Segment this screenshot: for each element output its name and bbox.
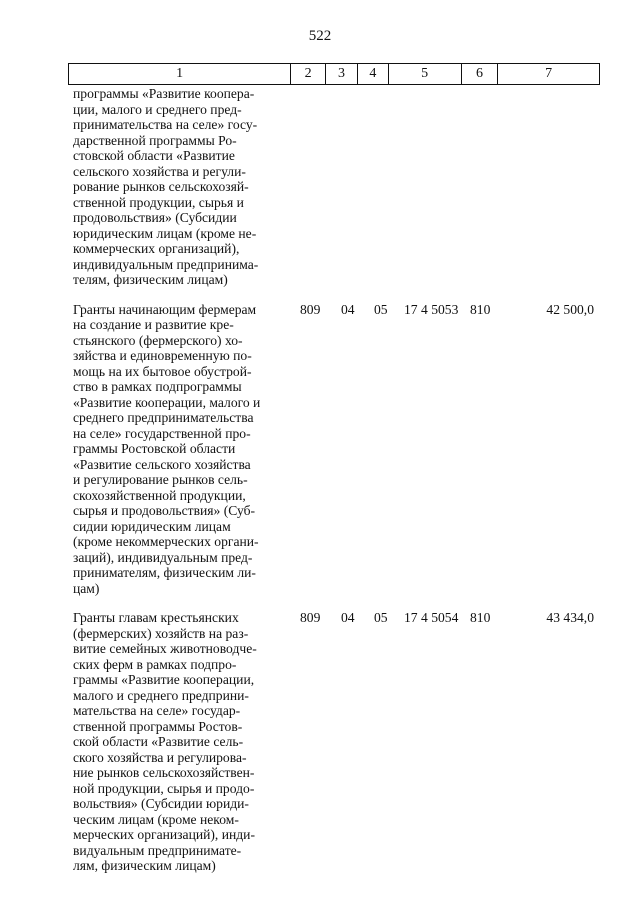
table-header-row [68,63,600,85]
row-expense-type: 810 [470,301,491,317]
row-ministry-code: 809 [300,610,321,625]
row-target-article: 17 4 5054 [404,610,459,625]
header-col-2: 2 [291,64,326,84]
budget-table [68,63,600,874]
row-description: Гранты главам крестьянских (фермерских) хозяйств на раз- витие семейных животноводче- ских ферм в рамках подпро- граммы «Развитие кооперации, малого и среднего предприни- мательства на селе» государ- ственной программы Ростов- ской области «Развитие сель- ского хозяйства и регулирова- ние рынков сельскохозяйствен- ной продукции, сырья и продо- вольствия» (Субсидии юриди- ческим лицам (кроме неком- мерческих организаций), инди- видуальным предпринимате- лям, физическим лицам) [73,610,257,873]
header-col-4: 4 [358,64,389,84]
header-col-7: 7 [545,66,553,81]
row-amount: 42 500,0 [546,301,594,317]
page-number: 522 [308,28,332,44]
header-col-3: 3 [326,64,358,84]
header-col-5: 5 [389,64,462,84]
row-amount: 43 434,0 [546,610,594,625]
header-col-1: 1 [69,64,291,84]
row-expense-type: 810 [470,610,491,625]
row-ministry-code: 809 [300,301,321,317]
table-row [68,86,600,288]
row-section: 04 [341,610,355,625]
row-subsection: 05 [374,610,388,625]
row-description: программы «Развитие коопера- ции, малого и среднего пред- принимательства на селе» госу- дарственной программы Ро- стовской области «Развитие сельского хозяйства и регули- рование рынков сельскохозяй- ственной продукции, сырья и продовольствия» (Субсидии юридическим лицам (кроме не- коммерческих организаций), индивидуальным предпринима- телям, физическим лицам) [73,86,259,287]
header-col-6: 6 [462,64,499,84]
table-row [68,610,600,874]
row-section: 04 [341,301,355,317]
table-row [68,302,600,597]
row-description: Гранты начинающим фермерам на создание и развитие кре- стьянского (фермерского) хо- зяйства и единовременную по- мощь на их бытовое обустрой- ство в рамках подпрограммы «Развитие кооперации, малого и среднего предпринимательства на селе» государственной про- граммы Ростовской области «Развитие сельского хозяйства и регулирование рынков сель- скохозяйственной продукции, сырья и продовольствия» (Суб- сидии юридическим лицам (кроме некоммерческих органи- заций), индивидуальным пред- принимателям, физическим ли- цам) [73,301,261,596]
row-target-article: 17 4 5053 [404,301,459,317]
row-subsection: 05 [374,301,388,317]
